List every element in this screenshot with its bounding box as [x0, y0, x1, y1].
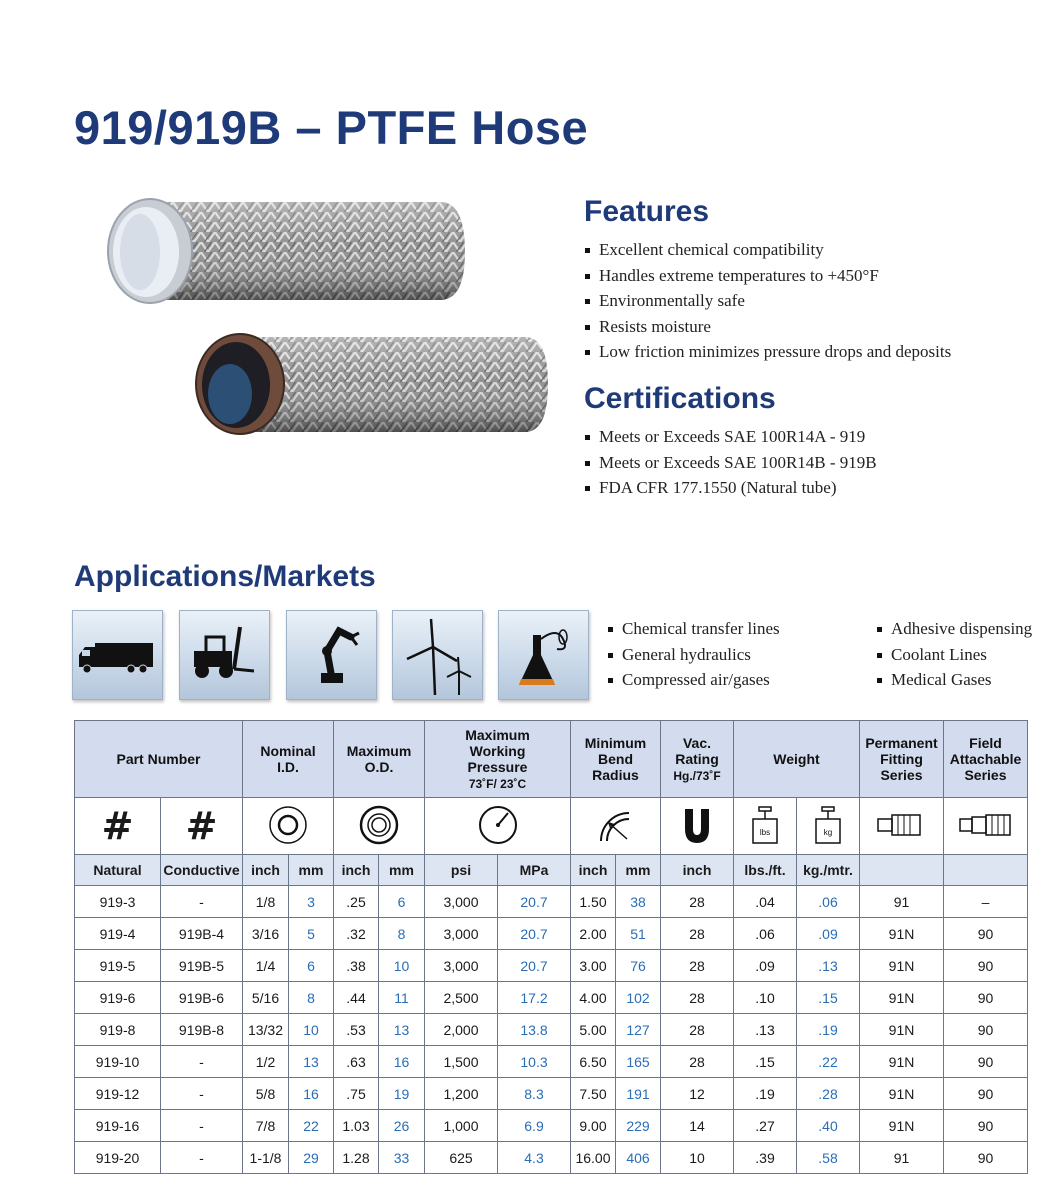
- table-cell: 6: [379, 886, 425, 918]
- weight-lbs-icon: [734, 798, 797, 855]
- table-cell: 14: [661, 1110, 734, 1142]
- table-cell: .04: [734, 886, 797, 918]
- unit-cell: lbs./ft.: [734, 855, 797, 886]
- table-cell: 28: [661, 982, 734, 1014]
- header-vac-label: Vac. Rating: [675, 734, 719, 767]
- table-cell: 91N: [860, 1078, 944, 1110]
- table-cell: 919-8: [75, 1014, 161, 1046]
- unit-cell: inch: [571, 855, 616, 886]
- table-cell: 28: [661, 1014, 734, 1046]
- table-row: [75, 918, 1028, 950]
- application-item: Adhesive dispensing: [876, 616, 1032, 642]
- feature-item: Handles extreme temperatures to +450°F: [584, 263, 1044, 289]
- table-row: [75, 1014, 1028, 1046]
- table-cell: 13/32: [243, 1014, 289, 1046]
- applications-heading: Applications/Markets: [74, 560, 376, 593]
- table-cell: -: [161, 1110, 243, 1142]
- table-cell: 6.9: [498, 1110, 571, 1142]
- table-cell: 90: [944, 1014, 1028, 1046]
- table-cell: .22: [797, 1046, 860, 1078]
- table-cell: 5.00: [571, 1014, 616, 1046]
- unit-cell: [860, 855, 944, 886]
- table-cell: 3,000: [425, 950, 498, 982]
- forklift-icon: [179, 610, 270, 700]
- table-cell: .15: [797, 982, 860, 1014]
- table-cell: .44: [334, 982, 379, 1014]
- application-item: Coolant Lines: [876, 642, 1032, 668]
- table-cell: 1/8: [243, 886, 289, 918]
- unit-cell: Conductive: [161, 855, 243, 886]
- feature-item: Resists moisture: [584, 314, 1044, 340]
- table-cell: 76: [616, 950, 661, 982]
- application-item: Medical Gases: [876, 667, 1032, 693]
- weight-kg-icon: [797, 798, 860, 855]
- table-cell: 7.50: [571, 1078, 616, 1110]
- table-cell: 6: [289, 950, 334, 982]
- table-cell: 3,000: [425, 918, 498, 950]
- table-cell: 91N: [860, 1046, 944, 1078]
- table-cell: 91: [860, 886, 944, 918]
- table-cell: 1,500: [425, 1046, 498, 1078]
- header-field-attach: Field Attachable Series: [944, 721, 1028, 798]
- table-cell: 91N: [860, 1014, 944, 1046]
- table-cell: 51: [616, 918, 661, 950]
- header-min-bend: Minimum Bend Radius: [571, 721, 661, 798]
- header-vac-rating: [661, 721, 734, 798]
- table-cell: 4.3: [498, 1142, 571, 1174]
- table-cell: 1-1/8: [243, 1142, 289, 1174]
- table-cell: .06: [797, 886, 860, 918]
- application-item: Chemical transfer lines: [607, 616, 780, 642]
- table-cell: 3/16: [243, 918, 289, 950]
- table-cell: .25: [334, 886, 379, 918]
- table-cell: .38: [334, 950, 379, 982]
- table-cell: 91N: [860, 918, 944, 950]
- table-cell: .32: [334, 918, 379, 950]
- table-cell: 919B-5: [161, 950, 243, 982]
- header-max-wp-label: Maximum Working Pressure: [465, 726, 530, 775]
- table-cell: 28: [661, 950, 734, 982]
- table-cell: 11: [379, 982, 425, 1014]
- table-row: [75, 950, 1028, 982]
- wind-turbine-icon: [392, 610, 483, 700]
- header-max-wp: [425, 721, 571, 798]
- table-cell: -: [161, 1078, 243, 1110]
- table-cell: 919-10: [75, 1046, 161, 1078]
- pressure-gauge-icon: [425, 798, 571, 855]
- table-cell: 1/4: [243, 950, 289, 982]
- table-cell: 625: [425, 1142, 498, 1174]
- table-cell: .06: [734, 918, 797, 950]
- certifications-heading: Certifications: [584, 382, 776, 415]
- table-cell: .19: [797, 1014, 860, 1046]
- table-cell: -: [161, 1046, 243, 1078]
- table-cell: 919-3: [75, 886, 161, 918]
- feature-item: Low friction minimizes pressure drops and deposits: [584, 339, 1044, 365]
- table-cell: 919B-6: [161, 982, 243, 1014]
- table-cell: .15: [734, 1046, 797, 1078]
- table-cell: 919-6: [75, 982, 161, 1014]
- table-cell: 165: [616, 1046, 661, 1078]
- table-cell: 91: [860, 1142, 944, 1174]
- inner-diameter-icon: [243, 798, 334, 855]
- table-cell: 20.7: [498, 886, 571, 918]
- table-cell: 28: [661, 1046, 734, 1078]
- header-nominal-id: Nominal I.D.: [243, 721, 334, 798]
- table-cell: 3.00: [571, 950, 616, 982]
- table-row: [75, 1078, 1028, 1110]
- table-cell: 102: [616, 982, 661, 1014]
- table-cell: 6.50: [571, 1046, 616, 1078]
- table-cell: 10: [289, 1014, 334, 1046]
- table-cell: –: [944, 886, 1028, 918]
- table-cell: 28: [661, 918, 734, 950]
- table-cell: 5: [289, 918, 334, 950]
- table-cell: 5/8: [243, 1078, 289, 1110]
- kg-label: kg: [823, 827, 833, 837]
- table-cell: .10: [734, 982, 797, 1014]
- certification-item: Meets or Exceeds SAE 100R14A - 919: [584, 424, 1044, 450]
- table-cell: .39: [734, 1142, 797, 1174]
- table-body: [75, 886, 1028, 1174]
- table-cell: 919B-4: [161, 918, 243, 950]
- table-cell: 16.00: [571, 1142, 616, 1174]
- unit-cell: inch: [661, 855, 734, 886]
- table-cell: 22: [289, 1110, 334, 1142]
- table-cell: 5/16: [243, 982, 289, 1014]
- table-cell: 16: [379, 1046, 425, 1078]
- table-cell: 10: [661, 1142, 734, 1174]
- table-cell: 229: [616, 1110, 661, 1142]
- table-cell: 29: [289, 1142, 334, 1174]
- table-cell: 16: [289, 1078, 334, 1110]
- table-cell: 3,000: [425, 886, 498, 918]
- table-units-row: [75, 855, 1028, 886]
- table-cell: 3: [289, 886, 334, 918]
- hose-illustration: [40, 172, 585, 502]
- table-cell: 8: [289, 982, 334, 1014]
- certifications-section: [584, 382, 1044, 501]
- feature-item: Environmentally safe: [584, 288, 1044, 314]
- table-cell: 13.8: [498, 1014, 571, 1046]
- table-cell: 127: [616, 1014, 661, 1046]
- hash-icon: #: [75, 798, 161, 855]
- table-cell: 1.28: [334, 1142, 379, 1174]
- table-cell: .28: [797, 1078, 860, 1110]
- table-header-row: [75, 721, 1028, 798]
- hose-black-liner: [196, 334, 548, 434]
- robot-arm-icon: [286, 610, 377, 700]
- table-cell: 7/8: [243, 1110, 289, 1142]
- unit-cell: mm: [616, 855, 661, 886]
- features-heading: Features: [584, 195, 710, 228]
- header-max-wp-sub: 73˚F/ 23˚C: [468, 776, 527, 791]
- header-weight: Weight: [734, 721, 860, 798]
- table-cell: .13: [734, 1014, 797, 1046]
- table-cell: 90: [944, 1142, 1028, 1174]
- certification-item: Meets or Exceeds SAE 100R14B - 919B: [584, 450, 1044, 476]
- table-cell: .58: [797, 1142, 860, 1174]
- applications-list-1: [607, 616, 780, 693]
- table-cell: 2,000: [425, 1014, 498, 1046]
- table-cell: 919-4: [75, 918, 161, 950]
- table-cell: 90: [944, 1110, 1028, 1142]
- lab-flask-icon: [498, 610, 589, 700]
- table-icon-row: [75, 798, 1028, 855]
- table-cell: 1,000: [425, 1110, 498, 1142]
- applications-list-2: [876, 616, 1032, 693]
- table-cell: .53: [334, 1014, 379, 1046]
- permanent-fitting-icon: [860, 798, 944, 855]
- truck-icon: [72, 610, 163, 700]
- field-attachable-icon: [944, 798, 1028, 855]
- table-cell: 1/2: [243, 1046, 289, 1078]
- table-cell: 19: [379, 1078, 425, 1110]
- table-row: [75, 886, 1028, 918]
- table-cell: 919-5: [75, 950, 161, 982]
- application-item: General hydraulics: [607, 642, 780, 668]
- table-cell: 26: [379, 1110, 425, 1142]
- table-cell: 9.00: [571, 1110, 616, 1142]
- header-vac-sub: Hg./73˚F: [673, 768, 721, 783]
- table-cell: .27: [734, 1110, 797, 1142]
- table-cell: 919-20: [75, 1142, 161, 1174]
- feature-item: Excellent chemical compatibility: [584, 237, 1044, 263]
- table-cell: .19: [734, 1078, 797, 1110]
- unit-cell: Natural: [75, 855, 161, 886]
- spec-table: [74, 720, 1028, 1174]
- table-cell: 91N: [860, 1110, 944, 1142]
- page-title: 919/919B – PTFE Hose: [74, 101, 589, 154]
- table-cell: 4.00: [571, 982, 616, 1014]
- table-cell: 1.50: [571, 886, 616, 918]
- unit-cell: mm: [379, 855, 425, 886]
- table-cell: 17.2: [498, 982, 571, 1014]
- header-perm-fitting: Permanent Fitting Series: [860, 721, 944, 798]
- table-cell: 12: [661, 1078, 734, 1110]
- table-cell: 406: [616, 1142, 661, 1174]
- table-cell: 2.00: [571, 918, 616, 950]
- table-cell: 90: [944, 918, 1028, 950]
- table-cell: 10.3: [498, 1046, 571, 1078]
- table-cell: 91N: [860, 950, 944, 982]
- table-cell: 919-16: [75, 1110, 161, 1142]
- unit-cell: MPa: [498, 855, 571, 886]
- table-cell: 90: [944, 982, 1028, 1014]
- table-cell: .63: [334, 1046, 379, 1078]
- table-cell: .09: [734, 950, 797, 982]
- table-cell: -: [161, 886, 243, 918]
- table-row: [75, 1046, 1028, 1078]
- outer-diameter-icon: [334, 798, 425, 855]
- features-section: [584, 195, 1044, 365]
- lbs-label: lbs: [759, 827, 771, 837]
- table-cell: 919B-8: [161, 1014, 243, 1046]
- table-row: [75, 1110, 1028, 1142]
- table-cell: 38: [616, 886, 661, 918]
- unit-cell: [944, 855, 1028, 886]
- table-cell: 1.03: [334, 1110, 379, 1142]
- table-cell: 10: [379, 950, 425, 982]
- table-cell: 2,500: [425, 982, 498, 1014]
- table-cell: .75: [334, 1078, 379, 1110]
- table-cell: 20.7: [498, 950, 571, 982]
- table-cell: 8.3: [498, 1078, 571, 1110]
- table-cell: 91N: [860, 982, 944, 1014]
- certification-item: FDA CFR 177.1550 (Natural tube): [584, 475, 1044, 501]
- table-cell: .40: [797, 1110, 860, 1142]
- table-row: [75, 1142, 1028, 1174]
- hash-icon: #: [161, 798, 243, 855]
- table-cell: 90: [944, 950, 1028, 982]
- header-part-number: Part Number: [75, 721, 243, 798]
- unit-cell: inch: [334, 855, 379, 886]
- table-cell: 33: [379, 1142, 425, 1174]
- unit-cell: kg./mtr.: [797, 855, 860, 886]
- table-cell: 13: [289, 1046, 334, 1078]
- magnet-icon: [661, 798, 734, 855]
- table-cell: -: [161, 1142, 243, 1174]
- table-cell: 1,200: [425, 1078, 498, 1110]
- table-cell: 8: [379, 918, 425, 950]
- table-cell: 90: [944, 1078, 1028, 1110]
- bend-radius-icon: [571, 798, 661, 855]
- table-cell: .09: [797, 918, 860, 950]
- table-row: [75, 982, 1028, 1014]
- table-cell: 28: [661, 886, 734, 918]
- unit-cell: psi: [425, 855, 498, 886]
- header-max-od: Maximum O.D.: [334, 721, 425, 798]
- table-cell: 13: [379, 1014, 425, 1046]
- table-cell: .13: [797, 950, 860, 982]
- table-cell: 919-12: [75, 1078, 161, 1110]
- table-cell: 191: [616, 1078, 661, 1110]
- table-cell: 20.7: [498, 918, 571, 950]
- table-cell: 90: [944, 1046, 1028, 1078]
- application-item: Compressed air/gases: [607, 667, 780, 693]
- hose-white-liner: [108, 199, 465, 303]
- unit-cell: mm: [289, 855, 334, 886]
- unit-cell: inch: [243, 855, 289, 886]
